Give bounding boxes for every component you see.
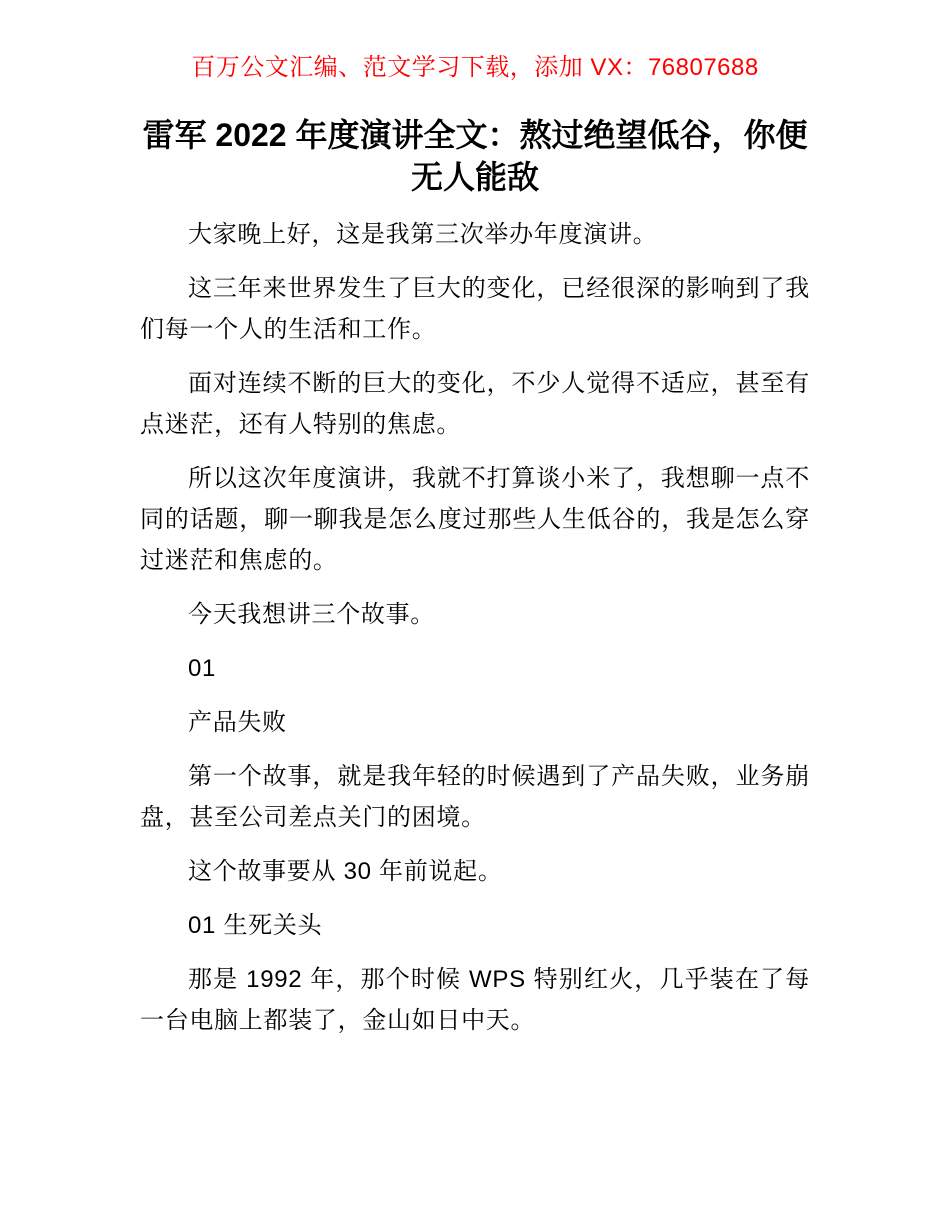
document-title: 雷军 2022 年度演讲全文：熬过绝望低谷，你便无人能敌 xyxy=(142,117,808,195)
paragraph: 今天我想讲三个故事。 xyxy=(188,601,435,628)
watermark-header: 百万公文汇编、范文学习下载，添加 VX：76807688 xyxy=(191,54,759,81)
paragraph: 所以这次年度演讲，我就不打算谈小米了，我想聊一点不同的话题，聊一聊我是怎么度过那些人生低谷的，我是怎么穿过迷茫和焦虑的。 xyxy=(140,465,810,574)
paragraph: 面对连续不断的巨大的变化，不少人觉得不适应，甚至有点迷茫，还有人特别的焦虑。 xyxy=(140,370,810,438)
paragraph: 这个故事要从 30 年前说起。 xyxy=(188,858,503,885)
paragraph: 这三年来世界发生了巨大的变化，已经很深的影响到了我们每一个人的生活和工作。 xyxy=(140,275,810,343)
paragraph: 第一个故事，就是我年轻的时候遇到了产品失败，业务崩盘，甚至公司差点关门的困境。 xyxy=(140,763,810,831)
document-body xyxy=(140,214,810,1041)
paragraph: 大家晚上好，这是我第三次举办年度演讲。 xyxy=(188,221,658,248)
paragraph: 那是 1992 年，那个时候 WPS 特别红火，几乎装在了每一台电脑上都装了，金山如日中天。 xyxy=(140,966,810,1034)
paragraph-subsection-heading: 01 生死关头 xyxy=(188,912,323,939)
paragraph-section-heading: 产品失败 xyxy=(188,709,287,736)
paragraph-section-number: 01 xyxy=(188,655,217,682)
